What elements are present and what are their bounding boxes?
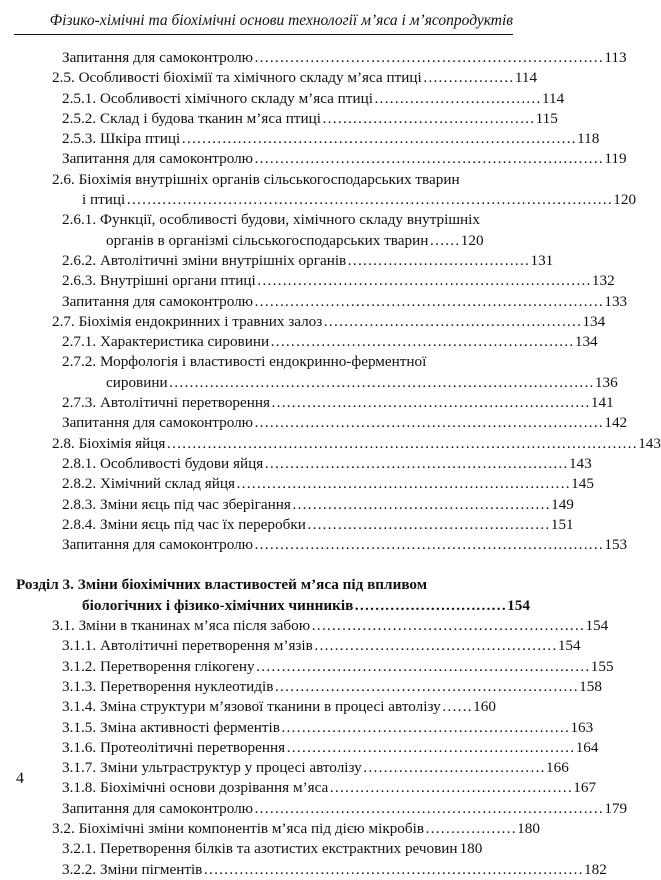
toc-entry-title: 3.1.6. Протеолітичні перетворення: [62, 738, 286, 756]
toc-entry-page: 153: [604, 536, 628, 554]
toc-entry-title: Запитання для самоконтролю: [62, 536, 254, 554]
toc-entry-title: 3.2.1. Перетворення білків та азотистих екстрактних речовин: [62, 840, 458, 858]
toc-entry-leader: ……………………………………………………: [264, 454, 568, 472]
toc-entry-title-continuation: органів в організмі сільськогосподарських тварин: [106, 231, 429, 249]
toc-entry-title: 2.7.1. Характеристика сировини: [62, 333, 270, 351]
toc-entry-title: Запитання для самоконтролю: [62, 799, 254, 817]
toc-entry-leader: ……………………………………………………………: [254, 292, 604, 310]
section-gap: [0, 555, 527, 575]
toc-entry-leader: …………………………………………………………………………: [168, 373, 594, 391]
toc-entry: [0, 535, 628, 555]
toc-entry: [0, 210, 527, 251]
toc-entry-title: 2.5.3. Шкіра птиці: [62, 130, 181, 148]
toc-entry-title-continuation: сировини: [106, 373, 168, 391]
toc-entry-leader: ……………………………………………: [291, 495, 551, 513]
toc-entry: [0, 149, 627, 169]
toc-entry-title: 3.2. Біохімічні зміни компонентів м’яса під дією мікробів: [52, 819, 425, 837]
table-of-contents: [0, 48, 661, 880]
toc-entry: [0, 657, 614, 677]
toc-entry-page: 120: [460, 231, 484, 249]
toc-entry-title: 3.1. Зміни в тканинах м’яса після забою: [52, 617, 311, 635]
toc-entry-leader: ……………………………………………: [323, 312, 582, 330]
toc-entry-title: 2.8.2. Хімічний склад яйця: [62, 475, 235, 493]
toc-entry-page: 155: [590, 657, 614, 675]
toc-entry-leader: ………………: [425, 819, 517, 837]
running-header-title: Фізико-хімічні та біохімічні основи технології м’яса і м’ясопродуктів: [49, 12, 513, 29]
toc-entry-leader: ………………………………: [347, 251, 530, 269]
toc-entry-title: 2.7.3. Автолітичні перетворення: [62, 394, 270, 412]
toc-entry-title: Запитання для самоконтролю: [62, 414, 254, 432]
toc-entry-leader: ………………………………………………: [311, 617, 585, 635]
toc-entry-leader: ………………………………: [362, 759, 546, 777]
toc-entry: [0, 170, 637, 211]
toc-entry: [0, 352, 618, 393]
toc-entry-leader: …………………………: [354, 596, 507, 614]
toc-entry-page: 143: [638, 434, 661, 452]
toc-entry-leader: ……: [429, 231, 460, 249]
toc-entry-leader: ……………………………………………………………: [254, 799, 604, 817]
toc-entry-page: 114: [514, 69, 538, 87]
toc-entry-leader: ……………………………………………………………: [254, 536, 604, 554]
toc-entry-page: 160: [473, 698, 496, 716]
toc-entry-leader: ………………………………………………………: [270, 394, 590, 412]
toc-entry-page: 154: [585, 617, 609, 635]
toc-entry-title: 3.1.7. Зміни ультраструктур у процесі автолізу: [62, 759, 362, 777]
toc-entry-page: 154: [557, 637, 581, 655]
toc-entry: [0, 434, 661, 454]
toc-entry-page: 142: [604, 414, 628, 432]
toc-entry-page: 167: [573, 779, 597, 797]
toc-entry-title: 3.1.4. Зміна структури м’язової тканини в процесі автолізу: [62, 698, 441, 716]
toc-entry: [0, 636, 581, 656]
toc-entry: [0, 251, 554, 271]
toc-entry-leader: …………………………………………………………: [236, 475, 571, 493]
toc-entry-page: 119: [604, 150, 627, 168]
toc-entry-leader: …………………………………………………: [280, 718, 570, 736]
toc-entry-page: 180: [459, 840, 483, 858]
toc-entry-title: Запитання для самоконтролю: [62, 150, 254, 168]
toc-entry-page: 163: [570, 718, 594, 736]
toc-entry-title: Розділ 3. Зміни біохімічних властивостей м’яса під впливом: [16, 576, 428, 594]
toc-entry-page: 182: [584, 860, 607, 878]
toc-entry: [0, 738, 599, 758]
toc-entry-title: 2.6. Біохімія внутрішніх органів сільськогосподарських тварин: [52, 170, 460, 188]
toc-entry-title: 2.8.1. Особливості будови яйця: [62, 454, 264, 472]
toc-entry-page: 136: [594, 373, 618, 391]
toc-entry-title: 2.8. Біохімія яйця: [52, 434, 166, 452]
toc-entry-title: 2.5.2. Склад і будова тканин м’яса птиці: [62, 109, 322, 127]
toc-entry-leader: ………………: [422, 69, 514, 87]
toc-entry-leader: …………………………………………: [306, 515, 550, 533]
page-number: 4: [16, 770, 24, 787]
toc-entry-leader: ……………………………………………………: [274, 677, 579, 695]
toc-entry-leader: ……………………………………………………: [270, 333, 574, 351]
running-header: [14, 8, 513, 35]
toc-entry: [0, 312, 606, 332]
toc-entry: [0, 393, 614, 413]
toc-entry-page: 131: [530, 251, 554, 269]
toc-entry-page: 154: [507, 596, 530, 614]
toc-entry-leader: ……………………………………………………………: [254, 49, 604, 66]
toc-entry: [0, 697, 527, 717]
toc-entry-page: 151: [550, 515, 574, 533]
toc-entry: [0, 799, 628, 819]
toc-entry-leader: ……………………………………………………………: [254, 414, 604, 432]
toc-entry-leader: …………………………………………: [329, 779, 573, 797]
toc-entry-page: 158: [579, 677, 602, 695]
toc-entry-leader: ……………………………………………………………………………………: [126, 191, 613, 209]
toc-entry-page: 133: [604, 292, 628, 310]
toc-entry-page: 113: [604, 49, 627, 66]
toc-entry-page: 179: [604, 799, 628, 817]
toc-entry-title-continuation: і птиці: [82, 191, 126, 209]
toc-entry-title: 3.2.2. Зміни пігментів: [62, 860, 203, 878]
toc-entry-leader: …………………………………………………………: [255, 657, 590, 675]
toc-entry-page: 134: [582, 312, 606, 330]
toc-entry: [0, 129, 600, 149]
toc-entry-page: 180: [517, 819, 540, 837]
toc-entry: [0, 778, 597, 798]
toc-entry-page: 120: [613, 191, 637, 209]
toc-entry-title: 3.1.1. Автолітичні перетворення м’язів: [62, 637, 313, 655]
toc-entry-page: 134: [574, 333, 598, 351]
toc-entry: [0, 48, 627, 68]
toc-entry: [0, 332, 598, 352]
toc-entry-page: 145: [571, 475, 594, 493]
toc-entry: [0, 677, 602, 697]
toc-entry: [0, 819, 540, 839]
toc-entry-leader: ……………………………………………………………: [254, 150, 604, 168]
toc-entry: [0, 413, 628, 433]
toc-entry-page: 132: [591, 272, 615, 290]
toc-entry-title-continuation: біологічних і фізико-хімічних чинників: [82, 596, 354, 614]
toc-entry-page: 143: [568, 454, 592, 472]
toc-entry: [0, 575, 530, 616]
toc-entry-title: Запитання для самоконтролю: [62, 49, 254, 66]
toc-entry: [0, 474, 594, 494]
toc-entry: [0, 454, 592, 474]
toc-entry-title: Запитання для самоконтролю: [62, 292, 254, 310]
toc-entry-leader: …………………………………………………………………………………: [166, 434, 638, 452]
toc-entry: [0, 616, 609, 636]
toc-entry-page: 115: [535, 109, 558, 127]
toc-entry-page: 114: [541, 89, 565, 107]
toc-entry: [0, 89, 565, 109]
toc-entry-leader: ……………………………………: [322, 109, 535, 127]
toc-entry-title: 2.5.1. Особливості хімічного складу м’яса птиці: [62, 89, 373, 107]
toc-entry-title: 2.6.3. Внутрішні органи птиці: [62, 272, 256, 290]
toc-entry-page: 166: [546, 759, 569, 777]
toc-entry-leader: ……: [441, 698, 473, 716]
toc-entry-title: 2.5. Особливості біохімії та хімічного складу м’яса птиці: [52, 69, 422, 87]
toc-entry-title: 2.7.2. Морфологія і властивості ендокринно-ферментної: [62, 353, 427, 371]
toc-entry-leader: …………………………………………………: [286, 738, 575, 756]
toc-entry: [0, 860, 607, 880]
toc-entry-leader: …………………………………………………………: [256, 272, 591, 290]
toc-entry-page: 118: [577, 130, 600, 148]
toc-entry-leader: …………………………………………: [313, 637, 557, 655]
toc-entry-leader: ……………………………: [373, 89, 541, 107]
toc-entry: [0, 271, 615, 291]
toc-entry-page: 164: [575, 738, 599, 756]
toc-entry: [0, 515, 574, 535]
toc-entry-title: 3.1.5. Зміна активності ферментів: [62, 718, 280, 736]
toc-entry: [0, 109, 558, 129]
toc-entry-title: 3.1.3. Перетворення нуклеотидів: [62, 677, 274, 695]
toc-entry-title: 2.6.1. Функції, особливості будови, хімічного складу внутрішніх: [62, 211, 480, 229]
toc-entry: [0, 495, 574, 515]
toc-entry-title: 3.1.2. Перетворення глікогену: [62, 657, 255, 675]
toc-entry: [0, 68, 538, 88]
toc-entry: [0, 718, 594, 738]
toc-entry: [0, 758, 569, 778]
toc-entry-leader: …………………………………………………………………: [203, 860, 584, 878]
toc-entry-title: 2.6.2. Автолітичні зміни внутрішніх органів: [62, 251, 347, 269]
toc-entry-page: 141: [590, 394, 614, 412]
toc-entry-title: 2.8.3. Зміни яєць під час зберігання: [62, 495, 291, 513]
toc-entry-title: 3.1.8. Біохімічні основи дозрівання м’яса: [62, 779, 329, 797]
toc-entry-leader: ……………………………………………………………………: [181, 130, 577, 148]
toc-entry-title: 2.7. Біохімія ендокринних і травних залоз: [52, 312, 323, 330]
toc-entry: [0, 839, 527, 859]
toc-entry-title: 2.8.4. Зміни яєць під час їх переробки: [62, 515, 306, 533]
toc-entry-page: 149: [551, 495, 574, 513]
toc-entry: [0, 292, 628, 312]
